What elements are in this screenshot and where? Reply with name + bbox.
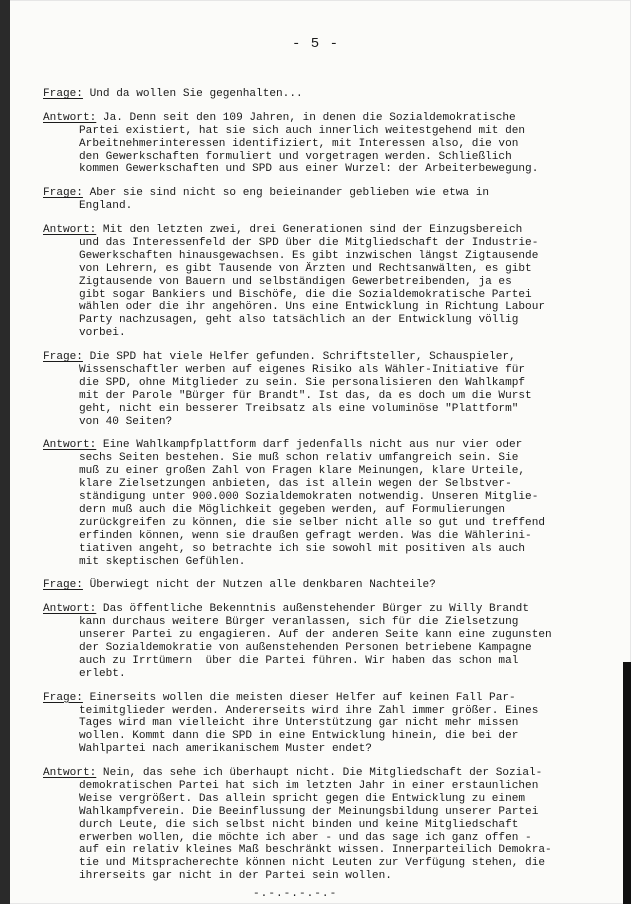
text-line [43, 138, 603, 151]
line-text: Eine Wahlkampfplattform darf jedenfalls nicht aus nur vier oder [96, 439, 523, 452]
text-line [43, 390, 603, 403]
text-line [43, 517, 603, 530]
text-line [43, 88, 603, 101]
line-text: klare Zielsetzungen anbieten, das ist allein wegen der Selbstver- [79, 478, 512, 491]
text-line [43, 250, 603, 263]
line-text: Wissenschaftler werben auf eigenes Risiko als Wähler-Initiative für [79, 364, 526, 377]
text-line [43, 556, 603, 569]
line-text: Gewerkschaften hinausgewachsen. Es gibt inzwischen längst Zigtausende [79, 249, 539, 262]
line-text: gibt sogar Bankiers und Bischöfe, die die Sozialdemokratische Partei [79, 288, 532, 301]
line-text: zurückgreifen zu können, die sie selber nicht alle so gut und treffend [79, 516, 546, 529]
line-text: muß zu einer großen Zahl von Fragen klare Meinungen, klare Urteile, [79, 465, 526, 478]
question-block [43, 351, 603, 428]
line-text: Aber sie sind nicht so eng beieinander geblieben wie etwa in [82, 187, 490, 200]
line-text: Partei existiert, hat sie sich auch innerlich weitestgehend mit den [79, 124, 526, 137]
text-line [43, 705, 603, 718]
text-line [43, 263, 603, 276]
text-line [43, 806, 603, 819]
answer-block [43, 224, 603, 340]
line-text: auch zu Irrtümern über die Partei führen. Wir haben das schon mal [79, 654, 519, 667]
line-text: kann durchaus weitere Bürger veranlassen, sich für die Zielsetzung [79, 616, 519, 629]
question-label: Frage: [43, 88, 83, 100]
question-label: Frage: [43, 351, 83, 364]
line-text: kommen Gewerkschaften und SPD aus einer Wurzel: der Arbeiterbewegung. [79, 163, 539, 176]
answer-block [43, 439, 603, 568]
answer-block [43, 112, 603, 176]
line-text: erfinden können, wenn sie draußen gefragt werden. Was die Wählerini- [79, 529, 532, 542]
text-line [43, 743, 603, 756]
line-text: der Sozialdemokratie von außenstehenden Personen betriebene Kampagne [79, 641, 532, 654]
line-text: Und da wollen Sie gegenhalten... [82, 88, 303, 100]
text-line [43, 327, 603, 340]
text-line [43, 857, 603, 870]
line-text: Wahlkampfverein. Die Beeinflussung der Meinungsbildung unserer Partei [79, 805, 539, 818]
line-text: England. [79, 200, 133, 213]
text-line [43, 125, 603, 138]
text-line [43, 832, 603, 845]
text-line [43, 465, 603, 478]
line-text: mit skeptischen Gefühlen. [79, 555, 246, 568]
line-text: Überwiegt nicht der Nutzen alle denkbaren Nachteile? [82, 579, 436, 592]
text-line [43, 780, 603, 793]
text-line [43, 224, 603, 237]
scan-right-edge-mark [623, 662, 631, 904]
text-line [43, 767, 603, 780]
question-label: Frage: [43, 579, 83, 592]
question-block [43, 88, 603, 101]
answer-label: Antwort: [43, 224, 97, 237]
page-number: - 5 - [291, 36, 339, 52]
text-line [43, 668, 603, 681]
question-label: Frage: [43, 691, 83, 704]
answer-label: Antwort: [43, 767, 97, 780]
text-line [43, 151, 603, 164]
text-line [43, 301, 603, 314]
line-text: und das Interessenfeld der SPD über die Mitgliedschaft der Industrie- [79, 237, 539, 250]
interview-text [43, 88, 603, 901]
text-line [43, 439, 603, 452]
line-text: unserer Partei zu engagieren. Auf der anderen Seite kann eine zugunsten [79, 629, 552, 642]
text-line [43, 187, 603, 200]
answer-label: Antwort: [43, 439, 97, 452]
line-text: tie und Mitspracherechte können nicht Leuten zur Verfügung stehen, die [79, 857, 546, 870]
answer-label: Antwort: [43, 111, 97, 124]
line-text: teimitglieder werden. Andererseits wird ihre Zahl immer größer. Eines [79, 704, 539, 717]
text-line [43, 237, 603, 250]
line-text: geht, nicht ein besserer Treibsatz als eine voluminöse "Plattform" [79, 402, 519, 415]
line-text: durch Leute, die sich selbst nicht binden und keine Mitgliedschaft [79, 818, 519, 831]
text-line [43, 655, 603, 668]
question-block [43, 187, 603, 213]
line-text: dern muß auch die Möglichkeit gegeben werden, auf Formulierungen [79, 503, 506, 516]
text-line [43, 692, 603, 705]
text-line [43, 603, 603, 616]
line-text: Tages wird man vielleicht ihre Unterstützung gar nicht mehr missen [79, 717, 519, 730]
line-text: sechs Seiten bestehen. Sie muß schon relativ umfangreich sein. Sie [79, 452, 519, 465]
text-line [43, 403, 603, 416]
text-line [43, 616, 603, 629]
line-text: wollen. Kommt dann die SPD in eine Entwicklung hinein, die bei der [79, 730, 519, 743]
question-block [43, 692, 603, 756]
line-text: Nein, das sehe ich überhaupt nicht. Die Mitgliedschaft der Sozial- [96, 767, 543, 780]
text-line [43, 416, 603, 429]
text-line [43, 200, 603, 213]
text-line [43, 351, 603, 364]
answer-block [43, 767, 603, 883]
answer-block [43, 603, 603, 680]
line-text: die SPD, ohne Mitglieder zu sein. Sie personalisieren den Wahlkampf [79, 376, 526, 389]
line-text: Einerseits wollen die meisten dieser Helfer auf keinen Fall Par- [82, 691, 516, 704]
answer-label: Antwort: [43, 603, 97, 616]
scan-left-edge [0, 0, 10, 904]
text-line [43, 491, 603, 504]
line-text: Weise vergrößert. Das allein spricht gegen die Entwicklung zu einem [79, 792, 526, 805]
line-text: vorbei. [79, 327, 126, 340]
line-text: tiativen angeht, so betrachte ich sie sowohl mit positiven als auch [79, 542, 526, 555]
line-text: den Gewerkschaften formuliert und vorgetragen werden. Schließlich [79, 150, 512, 163]
line-text: Wahlpartei nach amerikanischem Muster endet? [79, 743, 372, 756]
text-line [43, 730, 603, 743]
question-label: Frage: [43, 187, 83, 200]
line-text: Ja. Denn seit den 109 Jahren, in denen die Sozialdemokratische [96, 111, 516, 124]
line-text: Party nachzusagen, geht also tatsächlich an der Entwicklung völlig [79, 314, 519, 327]
text-line [43, 530, 603, 543]
line-text: erlebt. [79, 667, 126, 680]
question-block [43, 579, 603, 592]
text-line [43, 642, 603, 655]
text-line [43, 289, 603, 302]
text-line [43, 377, 603, 390]
text-line [43, 112, 603, 125]
text-line [43, 543, 603, 556]
line-text: Zigtausende von Bauern und selbständigen Gewerbetreibenden, ja es [79, 275, 512, 288]
line-text: ständigung unter 900.000 Sozialdemokraten notwendig. Unseren Mitglie- [79, 491, 539, 504]
text-line [43, 870, 603, 883]
text-line [43, 819, 603, 832]
text-line [43, 364, 603, 377]
line-text: von Lehrern, es gibt Tausende von Ärzten und Rechtsanwälten, es gibt [79, 262, 532, 275]
line-text: demokratischen Partei hat sich im letzten Jahr in einer erstaunlichen [79, 779, 539, 792]
line-text: Das öffentliche Bekenntnis außenstehender Bürger zu Willy Brandt [96, 603, 529, 616]
text-line [43, 163, 603, 176]
document-end-marker: -.-.-.-.-.- [253, 888, 338, 901]
text-line [43, 844, 603, 857]
line-text: von 40 Seiten? [79, 415, 173, 428]
text-line [43, 579, 603, 592]
line-text: Die SPD hat viele Helfer gefunden. Schriftsteller, Schauspieler, [82, 351, 516, 364]
text-line [43, 452, 603, 465]
line-text: wählen oder die ihr angehören. Uns eine Entwicklung in Richtung Labour [79, 301, 546, 314]
text-line [43, 717, 603, 730]
line-text: Mit den letzten zwei, drei Generationen sind der Einzugsbereich [96, 224, 523, 237]
text-line [43, 504, 603, 517]
line-text: mit der Parole "Bürger für Brandt". Ist das, da es doch um die Wurst [79, 389, 532, 402]
text-line [43, 314, 603, 327]
text-line [43, 793, 603, 806]
line-text: auf ein relativ kleines Maß beschränkt wissen. Innerparteilich Demokra- [79, 844, 552, 857]
text-line [43, 276, 603, 289]
line-text: erwerben wollen, die möchte ich aber - und das sage ich ganz offen - [79, 831, 532, 844]
line-text: Arbeitnehmerinteressen identifiziert, mit Interessen also, die von [79, 137, 519, 150]
line-text: ihrerseits gar nicht in der Partei sein wollen. [79, 870, 392, 883]
text-line [43, 478, 603, 491]
text-line [43, 629, 603, 642]
